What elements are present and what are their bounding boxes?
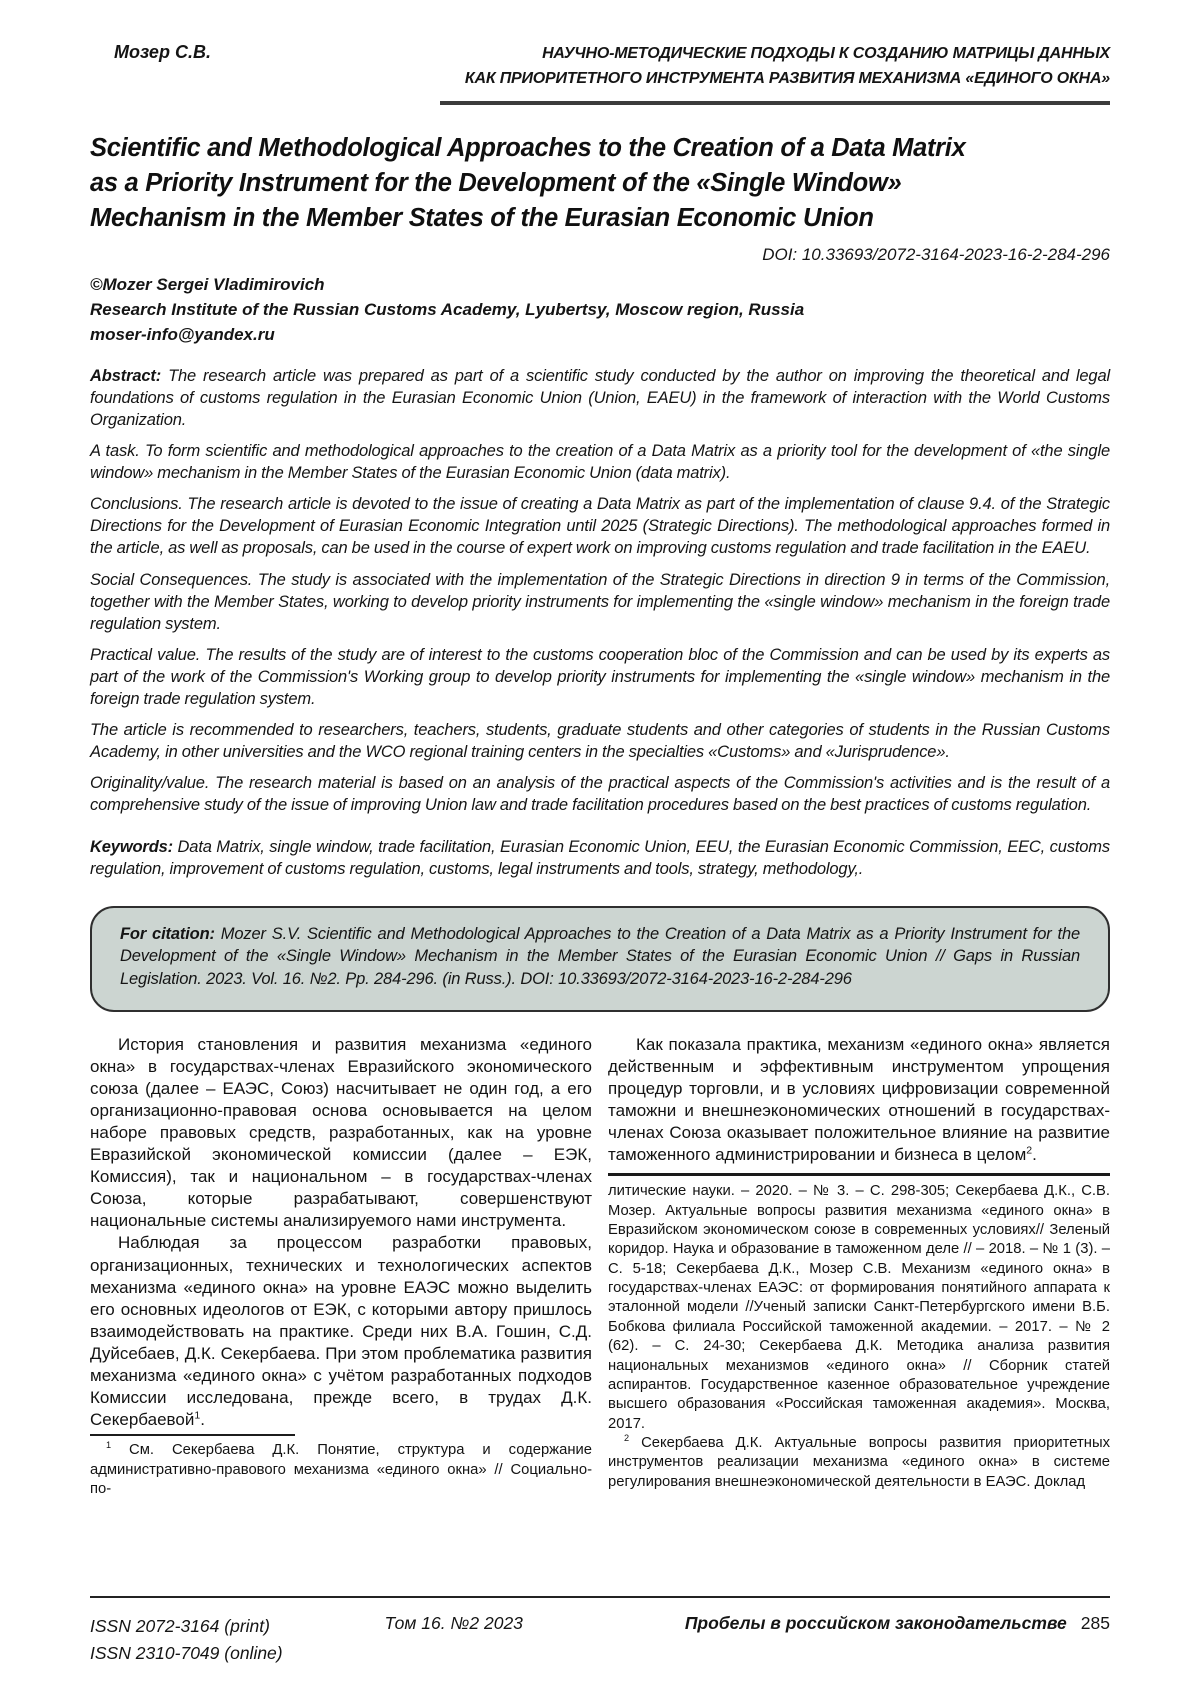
right-column <box>608 1034 1110 1500</box>
footnote-marker: 1 <box>194 1409 201 1422</box>
footnote-separator <box>90 1434 295 1436</box>
body-paragraph: История становления и развития механизма «единого окна» в государствах-членах Евразийского экономического союза (далее – ЕАЭС, Союз) насчитывает не один год, а его организационно-правовая основа основывается на целом наборе правовых средств, разработанных, как на уровне Евразийской экономической комиссии (далее – ЕЭК, Комиссия), так и национальном – в государствах-членах Союза, которые разрабатывают, совершенствуют национальные системы анализируемого нами инструмента. <box>90 1034 592 1231</box>
abstract-paragraph: The article is recommended to researchers, teachers, students, graduate students and other categories of students in the Russian Customs Academy, in other universities and the WCO regional training centers in the specialties «Customs» and «Jurisprudence». <box>90 721 1110 762</box>
issn-online: ISSN 2310-7049 (online) <box>90 1643 283 1664</box>
body-paragraph <box>90 1232 592 1431</box>
volume-issue: Том 16. №2 2023 <box>384 1613 523 1633</box>
body-columns <box>90 1034 1110 1500</box>
doi: DOI: 10.33693/2072-3164-2023-16-2-284-296 <box>762 245 1110 265</box>
issn-block <box>90 1613 283 1667</box>
footnote-continuation: литические науки. – 2020. – № 3. – С. 298-305; Секербаева Д.К., С.В. Мозер. Актуальные вопросы развития механизма «единого окна» в Евразийском экономическом союзе в современных условиях// Зеленый коридор. Наука и образование в таможенном деле // – 2018. – № 1 (3). – С. 5-18; Секербаева Д.К., Мозер С.В. Механизм «единого окна» в государствах-членах ЕАЭС: от формирования понятийного аппарата к эталонной модели //Ученый записки Санкт-Петербургского имени В.Б. Бобкова филиала Российской таможенной академии. – 2017. – № 2 (62). – С. 24-30; Секербаева Д.К. Методика анализа развития национальных механизмов «единого окна» // Сборник статей аспирантов. Государственное казенное образовательное учреждение высшего образования «Российская таможенная академия». Москва, 2017. <box>608 1183 1110 1432</box>
author-name: ©Mozer Sergei Vladimirovich <box>90 275 325 295</box>
keywords-text: Data Matrix, single window, trade facilitation, Eurasian Economic Union, EEU, the Eurasian Economic Commission, EEC, customs regulation, improvement of customs regulation, customs, legal instruments and tools, strategy, methodology,. <box>90 837 1111 878</box>
footnote-text: См. Секербаева Д.К. Понятие, структура и содержание административно-правового механизма «единого окна» // Социально-по- <box>90 1442 592 1498</box>
page-footer <box>90 1596 1110 1667</box>
body-paragraph <box>608 1034 1110 1167</box>
abstract-section <box>90 365 1110 880</box>
author-email: moser-info@yandex.ru <box>90 325 275 345</box>
abstract-paragraph: A task. To form scientific and methodological approaches to the creation of a Data Matrix as a priority tool for the development of «the single window» mechanism in the Member States of the Eurasian Economic Union (data matrix). <box>90 441 1110 483</box>
keywords <box>90 836 1110 880</box>
author-affiliation: Research Institute of the Russian Customs Academy, Lyubertsy, Moscow region, Russia <box>90 300 805 320</box>
left-column <box>90 1034 592 1500</box>
footer-row <box>90 1613 1110 1667</box>
article-title-line1: Scientific and Methodological Approaches to the Creation of a Data Matrix <box>90 133 966 162</box>
abstract-paragraph: Originality/value. The research material is based on an analysis of the practical aspects of the Commission's activities and is the result of a comprehensive study of the issue of improving Union law and trade facilitation procedures based on the best practices of customs regulation. <box>90 774 1110 815</box>
running-head-title <box>465 42 1110 92</box>
abstract-label: Abstract: <box>90 366 162 385</box>
page-number: 285 <box>1080 1613 1110 1633</box>
abstract-paragraph: Conclusions. The research article is devoted to the issue of creating a Data Matrix as part of the implementation of clause 9.4. of the Strategic Directions for the Development of Eurasian Economic Integration until 2025 (Strategic Directions). The methodological approaches formed in the article, as well as proposals, can be used in the course of expert work on improving customs regulation and trade facilitation in the EAEU. <box>90 495 1110 558</box>
footnote-text: Секербаева Д.К. Актуальные вопросы развития приоритетных инструментов реализации механизма «единого окна» в системе регулирования внешнеэкономической деятельности в ЕАЭС. Доклад <box>608 1435 1110 1490</box>
abstract-paragraph: Social Consequences. The study is associated with the implementation of the Strategic Directions in direction 9 in terms of the Commission, together with the Member States, working to develop priority instruments for implementing the «single window» mechanism in the foreign trade regulation system. <box>90 570 1110 633</box>
body-paragraph-text: Как показала практика, механизм «единого окна» является действенным и эффективным инструментом упрощения процедур торговли, и в условиях цифровизации современной таможни и внешнеэкономических отношений в государствах-членах Союза оказывает положительное влияние на развитие таможенного администрировании и бизнеса в целом <box>608 1034 1110 1165</box>
running-head-author: Мозер С.В. <box>114 42 211 62</box>
abstract-paragraph-lead <box>90 365 1110 431</box>
running-head-title-line1: НАУЧНО-МЕТОДИЧЕСКИЕ ПОДХОДЫ К СОЗДАНИЮ МАТРИЦЫ ДАННЫХ <box>542 45 1110 62</box>
author-block <box>90 272 1110 347</box>
footnote-marker: 2 <box>1026 1144 1033 1157</box>
footnote <box>90 1441 592 1499</box>
abstract-paragraph: Practical value. The results of the study are of interest to the customs cooperation bloc of the Commission and can be used by its experts as part of the work of the Commission's Working group to develop priority instruments for implementing the «single window» mechanism in the foreign trade regulation system. <box>90 645 1110 709</box>
journal-block <box>685 1613 1110 1634</box>
citation-box <box>90 906 1110 1012</box>
running-head-title-line2: КАК ПРИОРИТЕТНОГО ИНСТРУМЕНТА РАЗВИТИЯ МЕХАНИЗМА «ЕДИНОГО ОКНА» <box>464 69 1110 87</box>
citation-text: Mozer S.V. Scientific and Methodological Approaches to the Creation of a Data Matrix as a Priority Instrument for the Development of the «Single Window» Mechanism in the Member States of the Eurasian Economic Union // Gaps in Russian Legislation. 2023. Vol. 16. №2. Pp. 284-296. (in Russ.). DOI: 10.33693/2072-3164-2023-16-2-284-296 <box>120 924 1080 988</box>
footnote <box>608 1434 1110 1492</box>
footnote-number: 1 <box>106 1440 112 1451</box>
journal-name: Пробелы в российском законодательстве <box>684 1613 1067 1633</box>
abstract-lead-text: The research article was prepared as part of a scientific study conducted by the author on improving the theoretical and legal foundations of customs regulation in the Eurasian Economic Union (Union, EAEU) in the framework of interaction with the World Customs Organization. <box>90 366 1110 429</box>
body-paragraph-tail: . <box>200 1410 205 1430</box>
article-title-line2: as a Priority Instrument for the Development of the «Single Window» <box>90 168 902 197</box>
issn-print: ISSN 2072-3164 (print) <box>90 1616 270 1636</box>
citation-label: For citation: <box>120 924 215 943</box>
body-paragraph-text: Наблюдая за процессом разработки правовых, организационных, технических и технологических аспектов механизма «единого окна» на уровне ЕАЭС можно выделить его основных идеологов от ЕЭК, с которыми автору пришлось взаимодействовать на практике. Среди них В.А. Гошин, С.Д. Дуйсебаев, Д.К. Секербаева. При этом проблематика развития механизма «единого окна» с учётом разработанных подходов Комиссии исследована, прежде всего, в трудах Д.К. Секербаевой <box>90 1233 592 1430</box>
keywords-label: Keywords: <box>90 837 174 856</box>
footnote-continuation-separator <box>608 1173 1110 1176</box>
article-title <box>90 131 1110 237</box>
footnote-number: 2 <box>624 1433 630 1444</box>
article-title-line3: Mechanism in the Member States of the Eurasian Economic Union <box>90 203 874 232</box>
page-header <box>90 42 1110 92</box>
body-paragraph-tail: . <box>1032 1145 1037 1165</box>
header-rule <box>440 101 1110 105</box>
